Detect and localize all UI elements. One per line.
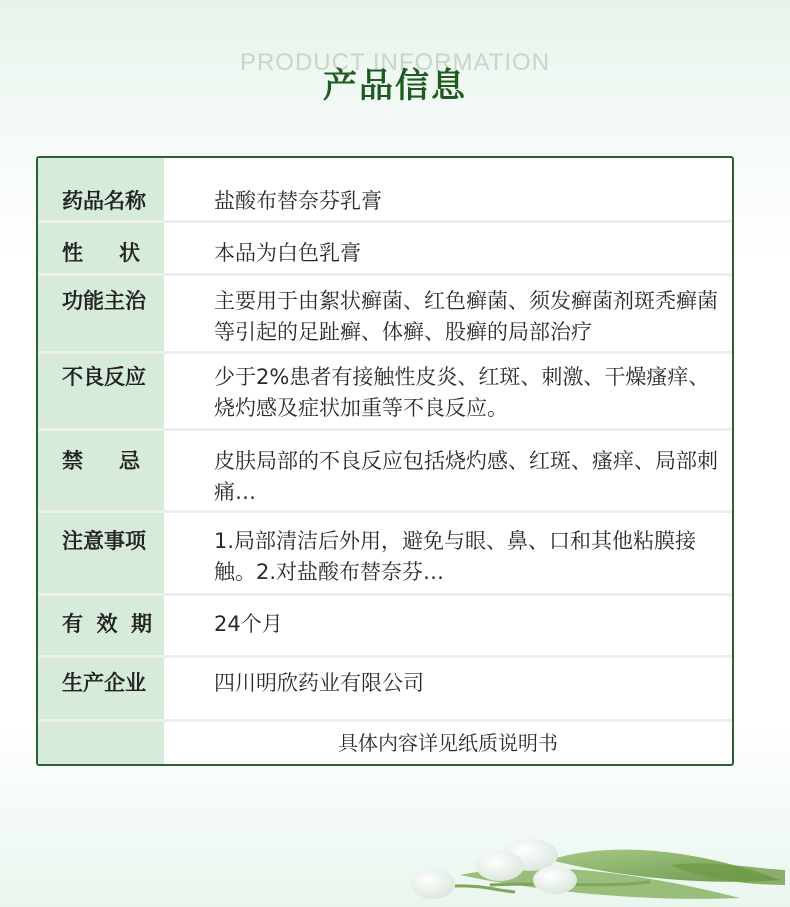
- header-english-title: PRODUCT INFORMATION: [239, 49, 551, 76]
- tulip-decoration-icon: [400, 830, 790, 907]
- row-value-appearance: 本品为白色乳膏: [214, 241, 361, 265]
- page-title: 产品信息: [323, 66, 467, 106]
- row-divider: [38, 655, 732, 658]
- row-label-precautions: 注意事项: [62, 529, 146, 553]
- footer-note: 具体内容详见纸质说明书: [338, 731, 558, 755]
- row-label-adverse-reactions: 不良反应: [62, 365, 146, 389]
- row-label-contraindications: 禁忌: [62, 449, 140, 473]
- row-label-validity: 有效期: [62, 612, 152, 636]
- row-value-adverse-reactions: 少于2%患者有接触性皮炎、红斑、刺激、干燥瘙痒、烧灼感及症状加重等不良反应。: [214, 365, 710, 420]
- row-value-contraindications: 皮肤局部的不良反应包括烧灼感、红斑、瘙痒、局部刺痛…: [214, 449, 718, 504]
- row-divider: [38, 351, 732, 354]
- row-divider: [38, 719, 732, 722]
- section-header: [0, 48, 790, 118]
- row-divider: [38, 510, 732, 513]
- row-divider: [38, 220, 732, 223]
- row-value-precautions: 1.局部清洁后外用，避免与眼、鼻、口和其他粘膜接触。2.对盐酸布替奈芬…: [214, 529, 697, 584]
- row-label-indications: 功能主治: [62, 289, 146, 313]
- row-value-manufacturer: 四川明欣药业有限公司: [214, 671, 424, 695]
- row-value-indications: 主要用于由絮状癣菌、红色癣菌、须发癣菌剂斑秃癣菌等引起的足趾癣、体癣、股癣的局部治疗: [214, 289, 718, 344]
- row-divider: [38, 428, 732, 431]
- product-info-table: [36, 156, 734, 766]
- row-value-validity: 24个月: [214, 612, 283, 636]
- row-divider: [38, 593, 732, 596]
- row-label-drug-name: 药品名称: [62, 189, 146, 213]
- row-divider: [38, 273, 732, 276]
- row-label-manufacturer: 生产企业: [62, 671, 146, 695]
- row-label-appearance: 性状: [62, 241, 140, 265]
- row-value-drug-name: 盐酸布替奈芬乳膏: [214, 189, 382, 213]
